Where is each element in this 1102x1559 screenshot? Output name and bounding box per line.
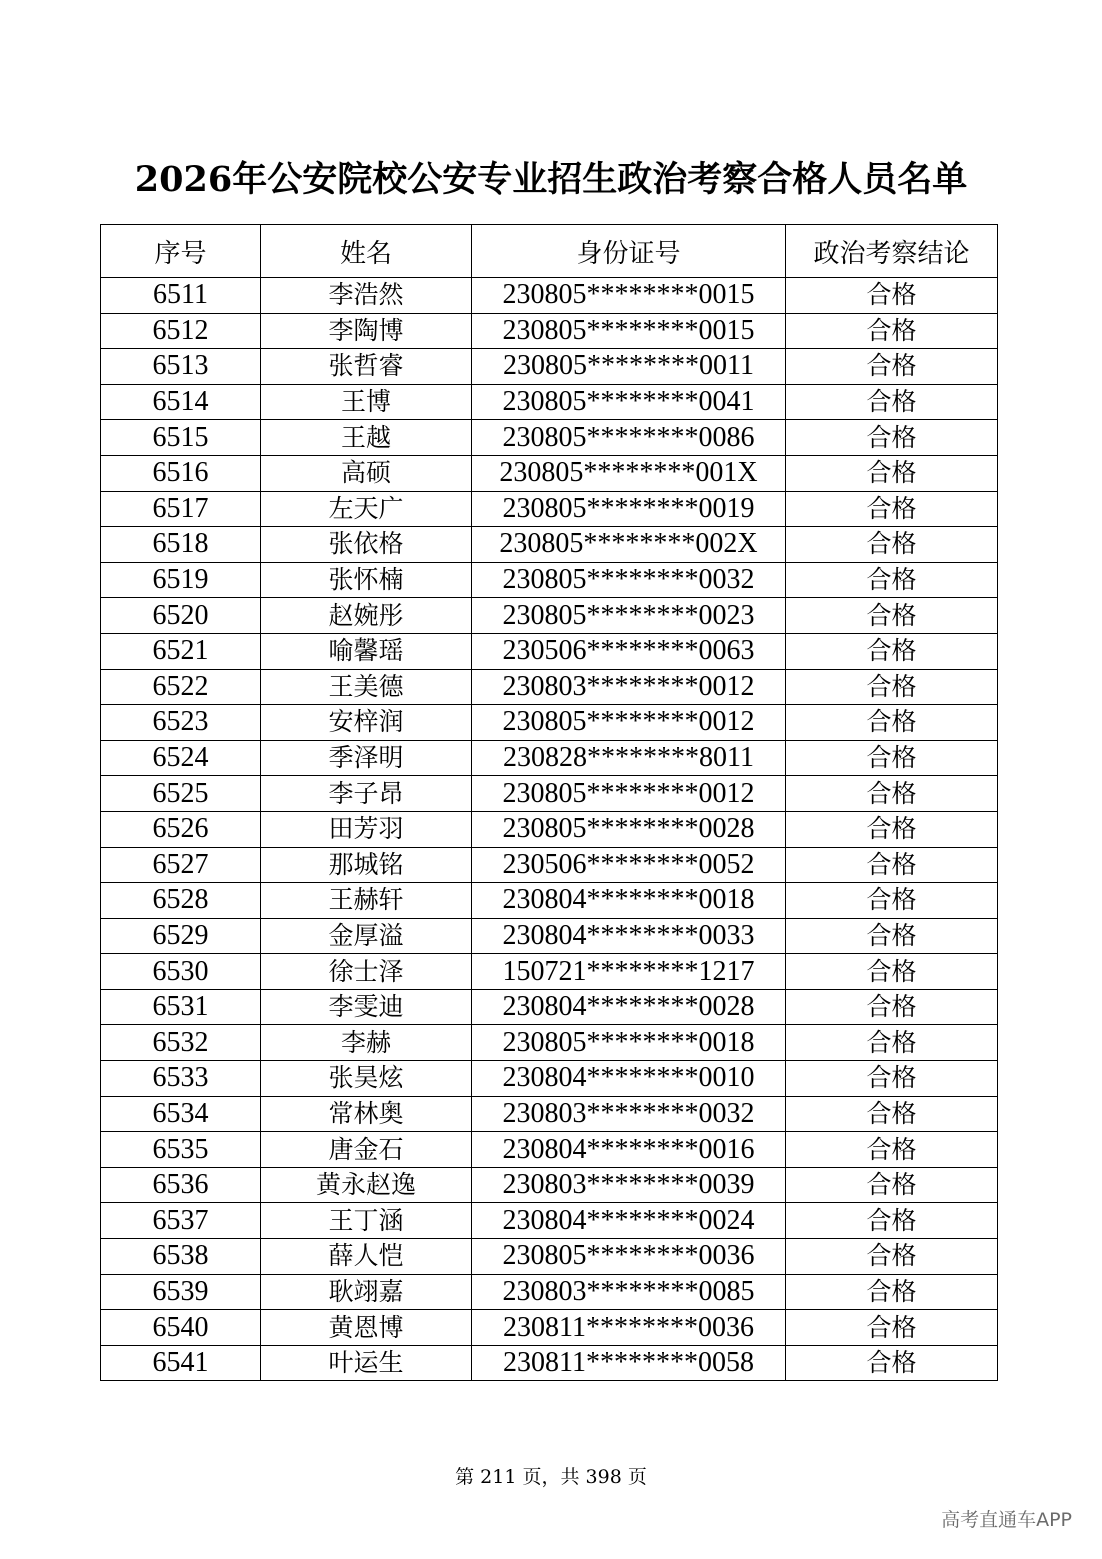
table-body: [101, 278, 998, 1381]
cell-conclusion: 合格: [786, 847, 998, 883]
cell-name: 王美德: [261, 669, 472, 705]
cell-conclusion: 合格: [786, 420, 998, 456]
cell-serial: 6536: [101, 1167, 261, 1203]
cell-id-number: 230803********0012: [472, 669, 786, 705]
cell-serial: 6531: [101, 989, 261, 1025]
cell-id-number: 230805********0011: [472, 349, 786, 385]
cell-id-number: 230811********0058: [472, 1345, 786, 1381]
cell-name: 薛人恺: [261, 1239, 472, 1275]
cell-id-number: 230805********0041: [472, 384, 786, 420]
cell-id-number: 230506********0063: [472, 633, 786, 669]
cell-serial: 6519: [101, 562, 261, 598]
table-row: [101, 1132, 998, 1168]
cell-id-number: 230805********0018: [472, 1025, 786, 1061]
cell-serial: 6512: [101, 313, 261, 349]
document-title: 2026年公安院校公安专业招生政治考察合格人员名单: [134, 159, 968, 200]
table-row: [101, 1274, 998, 1310]
cell-name: 赵婉彤: [261, 598, 472, 634]
cell-conclusion: 合格: [786, 740, 998, 776]
cell-id-number: 230805********0015: [472, 313, 786, 349]
cell-name: 那城铭: [261, 847, 472, 883]
cell-name: 田芳羽: [261, 811, 472, 847]
cell-serial: 6524: [101, 740, 261, 776]
cell-serial: 6538: [101, 1239, 261, 1275]
cell-id-number: 230805********0019: [472, 491, 786, 527]
cell-name: 喻馨瑶: [261, 633, 472, 669]
cell-name: 黄恩博: [261, 1310, 472, 1346]
cell-id-number: 230805********0036: [472, 1239, 786, 1275]
table-row: [101, 1310, 998, 1346]
table-row: [101, 562, 998, 598]
cell-id-number: 230805********001X: [472, 455, 786, 491]
cell-name: 李浩然: [261, 278, 472, 314]
cell-id-number: 230805********0012: [472, 776, 786, 812]
cell-name: 王越: [261, 420, 472, 456]
cell-id-number: 230811********0036: [472, 1310, 786, 1346]
cell-name: 张依格: [261, 527, 472, 563]
cell-id-number: 230804********0033: [472, 918, 786, 954]
cell-serial: 6513: [101, 349, 261, 385]
cell-conclusion: 合格: [786, 1274, 998, 1310]
cell-conclusion: 合格: [786, 669, 998, 705]
cell-serial: 6523: [101, 705, 261, 741]
cell-conclusion: 合格: [786, 1132, 998, 1168]
cell-conclusion: 合格: [786, 313, 998, 349]
cell-serial: 6539: [101, 1274, 261, 1310]
cell-name: 高硕: [261, 455, 472, 491]
cell-name: 唐金石: [261, 1132, 472, 1168]
cell-serial: 6516: [101, 455, 261, 491]
cell-conclusion: 合格: [786, 384, 998, 420]
cell-conclusion: 合格: [786, 349, 998, 385]
cell-conclusion: 合格: [786, 1167, 998, 1203]
cell-conclusion: 合格: [786, 811, 998, 847]
cell-name: 王赫轩: [261, 883, 472, 919]
cell-name: 李子昂: [261, 776, 472, 812]
cell-conclusion: 合格: [786, 954, 998, 990]
table-row: [101, 705, 998, 741]
table-row: [101, 349, 998, 385]
cell-name: 王丁涵: [261, 1203, 472, 1239]
cell-id-number: 230804********0028: [472, 989, 786, 1025]
column-header-name: 姓名: [261, 225, 472, 278]
header-row: [101, 225, 998, 278]
cell-serial: 6534: [101, 1096, 261, 1132]
cell-serial: 6532: [101, 1025, 261, 1061]
table-row: [101, 1096, 998, 1132]
table-row: [101, 1239, 998, 1275]
table-row: [101, 384, 998, 420]
cell-serial: 6511: [101, 278, 261, 314]
cell-name: 左天广: [261, 491, 472, 527]
cell-name: 耿翊嘉: [261, 1274, 472, 1310]
cell-conclusion: 合格: [786, 1061, 998, 1097]
cell-id-number: 230805********0032: [472, 562, 786, 598]
cell-serial: 6533: [101, 1061, 261, 1097]
cell-conclusion: 合格: [786, 918, 998, 954]
cell-id-number: 230803********0039: [472, 1167, 786, 1203]
table-row: [101, 776, 998, 812]
cell-serial: 6517: [101, 491, 261, 527]
table-row: [101, 633, 998, 669]
cell-serial: 6521: [101, 633, 261, 669]
table-row: [101, 527, 998, 563]
cell-id-number: 230804********0010: [472, 1061, 786, 1097]
cell-serial: 6530: [101, 954, 261, 990]
cell-serial: 6529: [101, 918, 261, 954]
cell-conclusion: 合格: [786, 883, 998, 919]
cell-id-number: 230805********0023: [472, 598, 786, 634]
cell-conclusion: 合格: [786, 1203, 998, 1239]
cell-name: 金厚溢: [261, 918, 472, 954]
cell-conclusion: 合格: [786, 633, 998, 669]
cell-id-number: 230805********0086: [472, 420, 786, 456]
column-header-id-number: 身份证号: [472, 225, 786, 278]
table-row: [101, 1061, 998, 1097]
cell-serial: 6540: [101, 1310, 261, 1346]
cell-name: 李雯迪: [261, 989, 472, 1025]
cell-conclusion: 合格: [786, 705, 998, 741]
table-row: [101, 954, 998, 990]
watermark: 高考直通车APP: [941, 1509, 1072, 1531]
table-row: [101, 989, 998, 1025]
cell-conclusion: 合格: [786, 278, 998, 314]
column-header-conclusion: 政治考察结论: [786, 225, 998, 278]
cell-serial: 6515: [101, 420, 261, 456]
cell-serial: 6526: [101, 811, 261, 847]
cell-conclusion: 合格: [786, 1025, 998, 1061]
cell-conclusion: 合格: [786, 1096, 998, 1132]
cell-conclusion: 合格: [786, 1310, 998, 1346]
cell-id-number: 230805********0012: [472, 705, 786, 741]
table-row: [101, 1203, 998, 1239]
cell-serial: 6525: [101, 776, 261, 812]
table-row: [101, 455, 998, 491]
cell-id-number: 230803********0032: [472, 1096, 786, 1132]
table-row: [101, 278, 998, 314]
table-row: [101, 1345, 998, 1381]
table-row: [101, 740, 998, 776]
table-row: [101, 918, 998, 954]
table-header: [101, 225, 998, 278]
cell-serial: 6537: [101, 1203, 261, 1239]
cell-serial: 6541: [101, 1345, 261, 1381]
table-row: [101, 847, 998, 883]
cell-serial: 6528: [101, 883, 261, 919]
table-row: [101, 1025, 998, 1061]
cell-conclusion: 合格: [786, 776, 998, 812]
roster-table: [100, 224, 998, 1381]
cell-serial: 6520: [101, 598, 261, 634]
table-row: [101, 811, 998, 847]
cell-serial: 6522: [101, 669, 261, 705]
cell-name: 黄永赵逸: [261, 1167, 472, 1203]
cell-id-number: 230804********0018: [472, 883, 786, 919]
cell-conclusion: 合格: [786, 1345, 998, 1381]
cell-id-number: 230804********0024: [472, 1203, 786, 1239]
cell-conclusion: 合格: [786, 491, 998, 527]
table-row: [101, 1167, 998, 1203]
cell-name: 常林奥: [261, 1096, 472, 1132]
cell-id-number: 230828********8011: [472, 740, 786, 776]
cell-serial: 6514: [101, 384, 261, 420]
cell-id-number: 150721********1217: [472, 954, 786, 990]
table-row: [101, 491, 998, 527]
cell-name: 李赫: [261, 1025, 472, 1061]
cell-id-number: 230805********002X: [472, 527, 786, 563]
cell-name: 张哲睿: [261, 349, 472, 385]
table-row: [101, 669, 998, 705]
cell-name: 张昊炫: [261, 1061, 472, 1097]
cell-id-number: 230804********0016: [472, 1132, 786, 1168]
table-row: [101, 420, 998, 456]
table-row: [101, 598, 998, 634]
cell-conclusion: 合格: [786, 562, 998, 598]
cell-serial: 6535: [101, 1132, 261, 1168]
cell-id-number: 230805********0028: [472, 811, 786, 847]
cell-name: 安梓润: [261, 705, 472, 741]
cell-name: 王博: [261, 384, 472, 420]
table-row: [101, 883, 998, 919]
cell-id-number: 230506********0052: [472, 847, 786, 883]
cell-conclusion: 合格: [786, 527, 998, 563]
cell-conclusion: 合格: [786, 598, 998, 634]
cell-name: 张怀楠: [261, 562, 472, 598]
cell-conclusion: 合格: [786, 989, 998, 1025]
cell-conclusion: 合格: [786, 455, 998, 491]
cell-name: 季泽明: [261, 740, 472, 776]
cell-name: 叶运生: [261, 1345, 472, 1381]
column-header-serial: 序号: [101, 225, 261, 278]
cell-conclusion: 合格: [786, 1239, 998, 1275]
table-row: [101, 313, 998, 349]
cell-name: 徐士泽: [261, 954, 472, 990]
cell-serial: 6518: [101, 527, 261, 563]
cell-serial: 6527: [101, 847, 261, 883]
cell-id-number: 230803********0085: [472, 1274, 786, 1310]
page-indicator: 第 211 页，共 398 页: [455, 1466, 647, 1488]
cell-name: 李陶博: [261, 313, 472, 349]
cell-id-number: 230805********0015: [472, 278, 786, 314]
